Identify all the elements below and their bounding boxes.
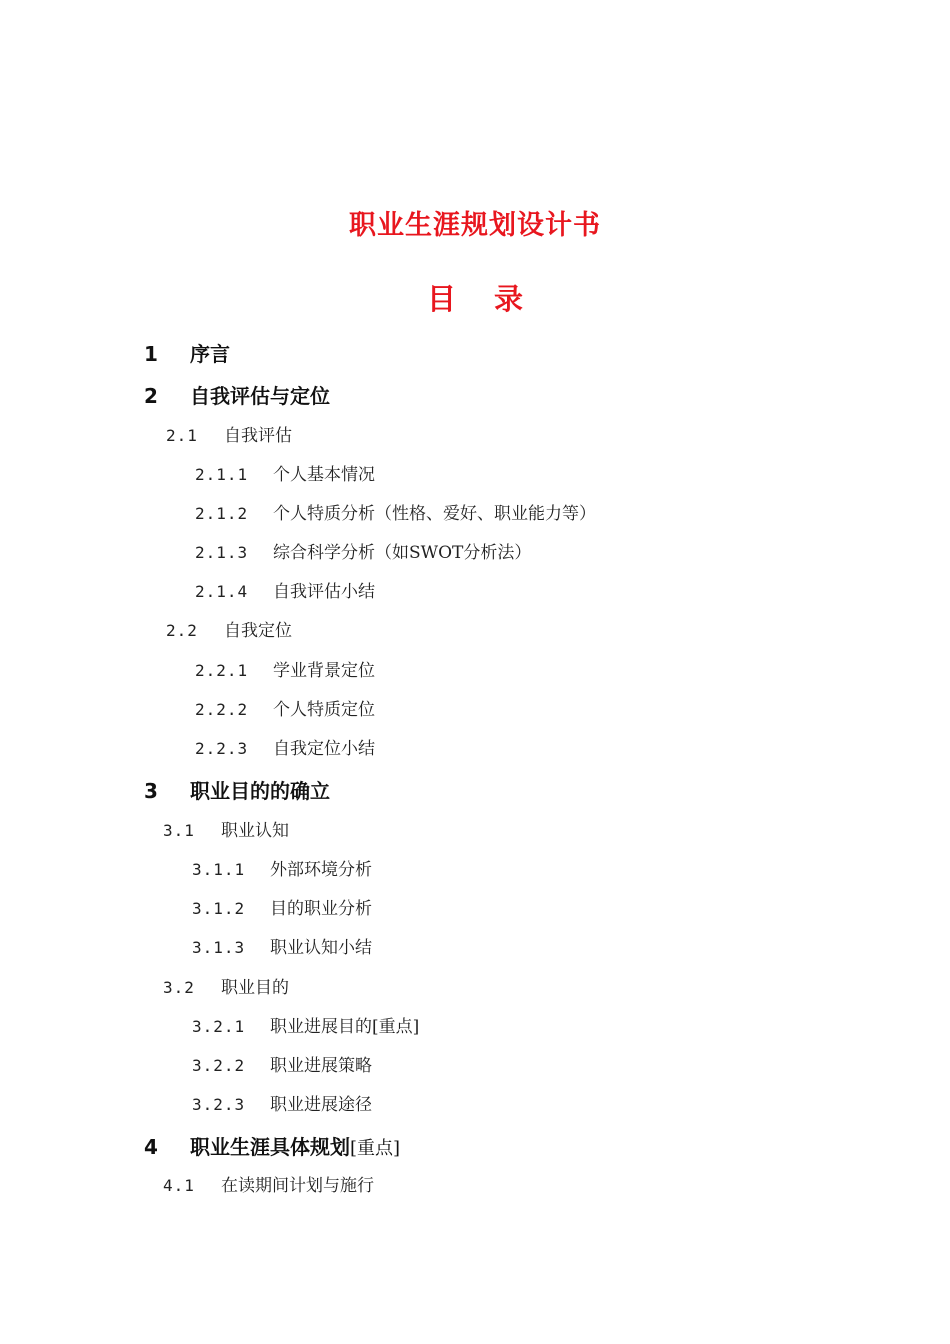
toc-number: 4.1 [163, 1176, 195, 1195]
toc-number: 4 [144, 1135, 158, 1159]
toc-text: 职业目的的确立 [190, 779, 330, 803]
toc-text: 职业目的 [221, 978, 289, 998]
toc-number: 3.1.3 [192, 938, 246, 957]
toc-number: 2 [144, 384, 158, 408]
toc-text-suffix: [重点] [350, 1138, 401, 1159]
toc-text [190, 1137, 400, 1158]
toc-text: 个人特质定位 [273, 700, 375, 720]
toc-number: 3.2.2 [192, 1056, 246, 1075]
toc-text: 序言 [190, 342, 230, 366]
toc-number: 2.2.1 [195, 661, 249, 680]
toc-number: 2.2.3 [195, 739, 249, 758]
toc-text-main: 职业生涯具体规划 [190, 1135, 350, 1159]
toc-heading: 目 录 [426, 282, 538, 316]
toc-text: 职业认知 [221, 821, 289, 841]
toc-text: 个人基本情况 [273, 465, 375, 485]
toc-number: 2.1.1 [195, 465, 249, 484]
toc-text: 自我定位 [224, 621, 292, 641]
toc-text: 综合科学分析（如SWOT分析法） [273, 543, 532, 563]
toc-text: 自我评估与定位 [190, 384, 330, 408]
toc-text: 在读期间计划与施行 [221, 1176, 374, 1196]
document-title: 职业生涯规划设计书 [349, 210, 601, 241]
toc-text: 职业认知小结 [270, 938, 372, 958]
toc-number: 3.1.1 [192, 860, 246, 879]
toc-text: 职业进展目的[重点] [270, 1017, 420, 1037]
toc-number: 3.1.2 [192, 899, 246, 918]
toc-text: 自我评估 [224, 426, 292, 446]
toc-number: 1 [144, 342, 158, 366]
toc-number: 3.2 [163, 978, 195, 997]
toc-number: 3.2.3 [192, 1095, 246, 1114]
toc-number: 3 [144, 779, 158, 803]
toc-text: 个人特质分析（性格、爱好、职业能力等） [273, 504, 596, 524]
toc-text: 职业进展途径 [270, 1095, 372, 1115]
toc-number: 2.2.2 [195, 700, 249, 719]
toc-number: 2.1.4 [195, 582, 249, 601]
toc-number: 2.1.2 [195, 504, 249, 523]
toc-text: 学业背景定位 [273, 661, 375, 681]
toc-text: 自我评估小结 [273, 582, 375, 602]
toc-text: 自我定位小结 [273, 739, 375, 759]
toc-number: 3.1 [163, 821, 195, 840]
toc-number: 3.2.1 [192, 1017, 246, 1036]
toc-number: 2.1 [166, 426, 198, 445]
toc-number: 2.2 [166, 621, 198, 640]
toc-number: 2.1.3 [195, 543, 249, 562]
toc-text: 职业进展策略 [270, 1056, 372, 1076]
toc-text: 目的职业分析 [270, 899, 372, 919]
toc-text: 外部环境分析 [270, 860, 372, 880]
